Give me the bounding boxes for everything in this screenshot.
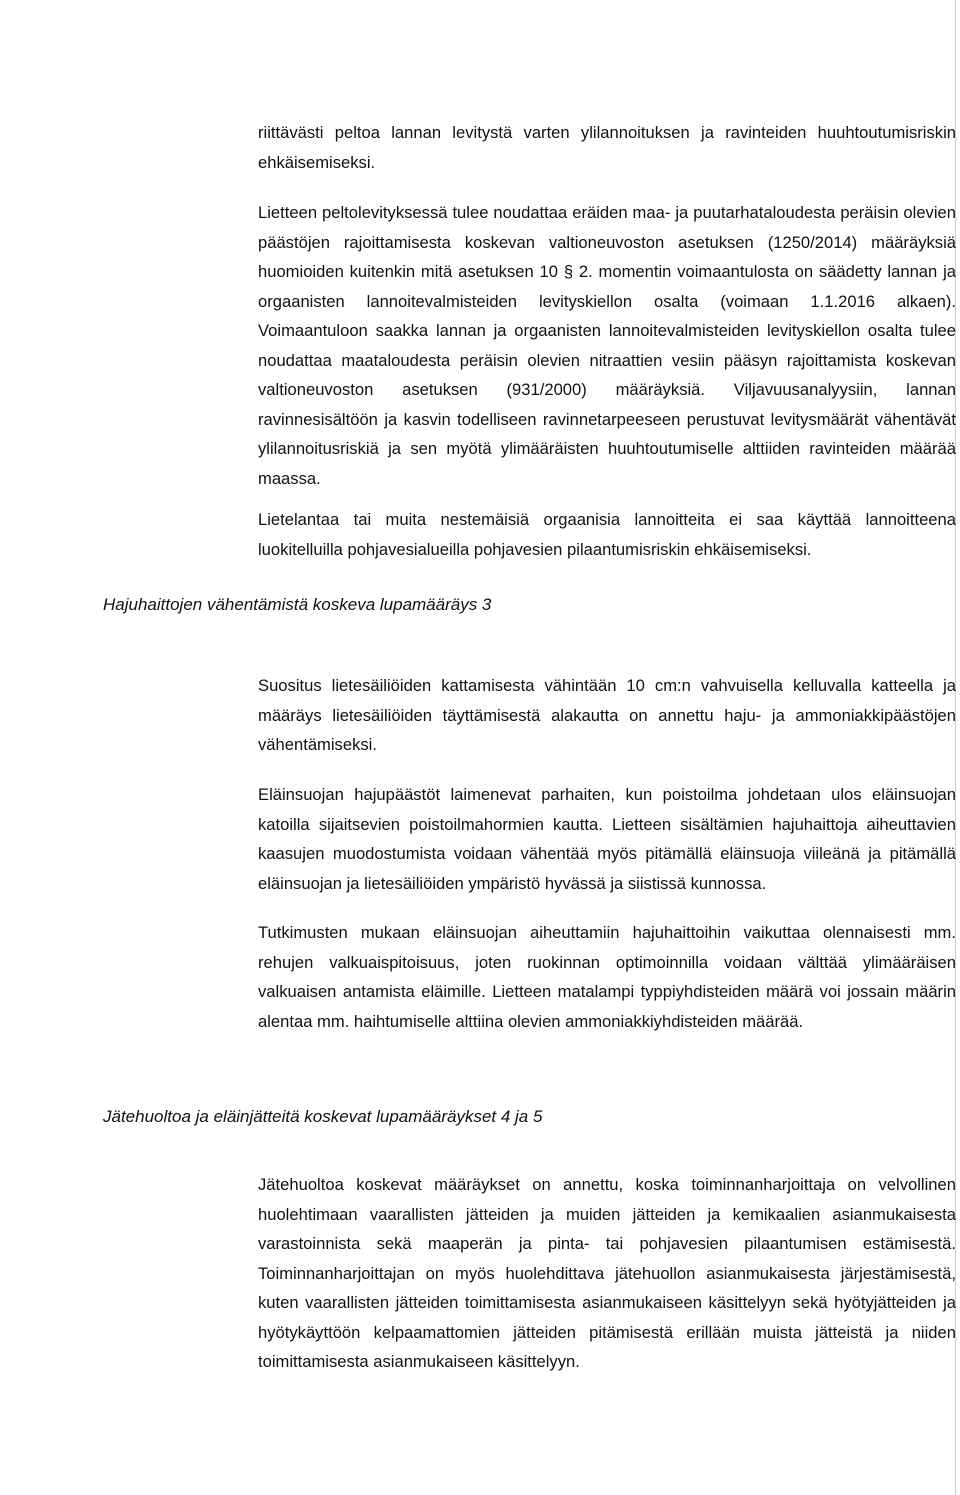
paragraph-spreading-area: riittävästi peltoa lannan levitystä varten ylilannoituksen ja ravinteiden huuhtoutumisriskin ehkäisemiseksi. <box>258 123 956 172</box>
section-heading-waste: Jätehuoltoa ja eläinjätteitä koskevat lupamääräykset 4 ja 5 <box>103 1107 543 1126</box>
paragraph-feed-protein: Tutkimusten mukaan eläinsuojan aiheuttamiin hajuhaittoihin vaikuttaa olennaisesti mm. rehujen valkuaispitoisuus, joten ruokinnan optimoinnilla voidaan välttää ylimääräisen valkuaisen antamista eläimille. Lietteen matalampi typpiyhdisteiden määrä voi jossain määrin alentaa mm. haihtumiselle alttiina olevien ammoniakkiyhdisteiden määrää. <box>258 923 956 1031</box>
paragraph-waste-management: Jätehuoltoa koskevat määräykset on annettu, koska toiminnanharjoittaja on velvollinen huolehtimaan vaarallisten jätteiden ja muiden jätteiden ja kemikaalien asianmukaisesta varastoinnista sekä maaperän ja pinta- tai pohjavesien pilaantumisen estämisestä. Toiminnanharjoittajan on myös huolehdittava jätehuollon asianmukaisesta järjestämisestä, kuten vaarallisten jätteiden toimittamisesta asianmukaiseen käsittelyyn sekä hyötyjätteiden ja hyötykäyttöön kelpaamattomien jätteiden pitämisestä erillään muista jätteistä ja niiden toimittamisesta asianmukaiseen käsittelyyn. <box>258 1175 956 1371</box>
paragraph-groundwater-areas: Lietelantaa tai muita nestemäisiä orgaanisia lannoitteita ei saa käyttää lannoitteena luokitelluilla pohjavesialueilla pohjavesien pilaantumisriskin ehkäisemiseksi. <box>258 510 956 559</box>
section-heading-odor: Hajuhaittojen vähentämistä koskeva lupamääräys 3 <box>103 595 492 614</box>
paragraph-tank-cover: Suositus lietesäiliöiden kattamisesta vähintään 10 cm:n vahvuisella kelluvalla katteella ja määräys lietesäiliöiden täyttämisestä alakautta on annettu haju- ja ammoniakkipäästöjen vähentämiseksi. <box>258 676 956 754</box>
paragraph-ventilation: Eläinsuojan hajupäästöt laimenevat parhaiten, kun poistoilma johdetaan ulos eläinsuojan katoilla sijaitsevien poistoilmahormien kautta. Lietteen sisältämien hajuhaittoja aiheuttavien kaasujen muodostumista voidaan vähentää myös pitämällä eläinsuoja viileänä ja pitämällä eläinsuojan ja lietesäiliöiden ympäristö hyvässä ja siistissä kunnossa. <box>258 785 956 893</box>
paragraph-slurry-regulations: Lietteen peltolevityksessä tulee noudattaa eräiden maa- ja puutarhataloudesta peräisin olevien päästöjen rajoittamisesta koskevan valtioneuvoston asetuksen (1250/2014) määräyksiä huomioiden kuitenkin mitä asetuksen 10 § 2. momentin voimaantulosta on säädetty lannan ja orgaanisten lannoitevalmisteiden levityskiellon osalta (voimaan 1.1.2016 alkaen). Voimaantuloon saakka lannan ja orgaanisten lannoitevalmisteiden levityskiellon osalta tulee noudattaa maataloudesta peräisin olevien nitraattien vesiin pääsyn rajoittamista koskevan valtioneuvoston asetuksen (931/2000) määräyksiä. Viljavuusanalyysiin, lannan ravinnesisältöön ja kasvin todelliseen ravinnetarpeeseen perustuvat levitysmäärät vähentävät ylilannoitusriskiä ja sen myötä ylimääräisten huuhtoutumiselle alttiiden ravinteiden määrää maassa. <box>258 203 956 488</box>
